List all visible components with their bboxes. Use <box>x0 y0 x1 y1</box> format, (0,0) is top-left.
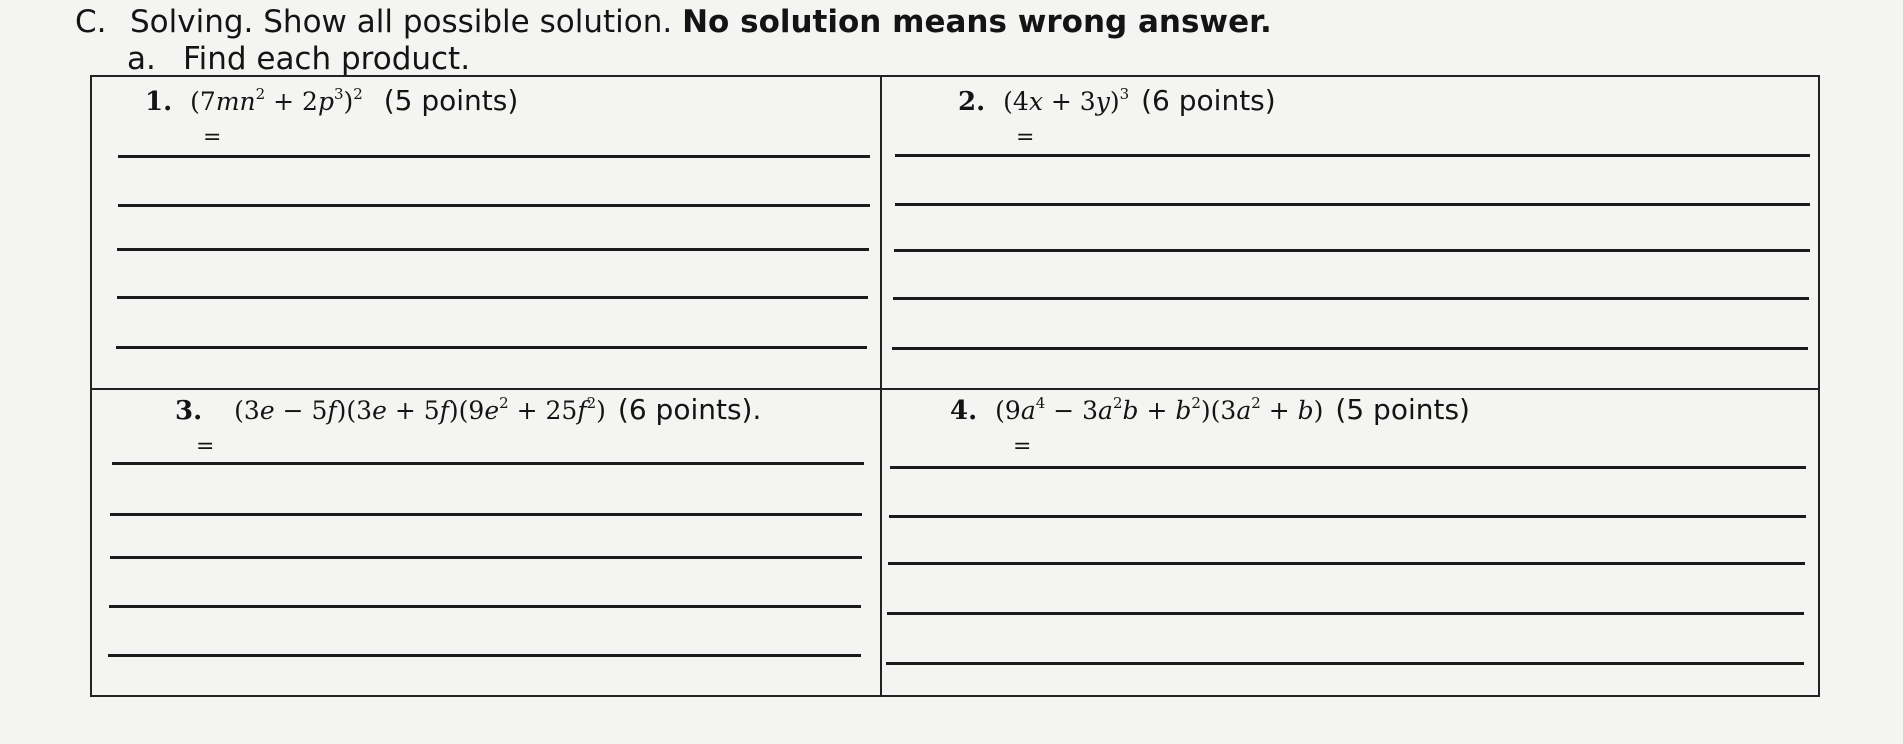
problem-3-equals: = <box>196 434 215 459</box>
subsection-text: Find each product. <box>183 41 471 77</box>
problem-2-number: 2. <box>958 87 986 117</box>
answer-line <box>886 662 1804 665</box>
answer-line <box>893 297 1809 300</box>
problem-1 <box>145 83 518 120</box>
table-row-divider <box>90 388 1820 390</box>
problem-table <box>90 75 1820 697</box>
answer-line <box>889 515 1806 518</box>
problem-4-equals: = <box>1013 434 1032 459</box>
answer-line <box>888 562 1805 565</box>
problem-4-number: 4. <box>950 396 978 426</box>
section-instruction: Solving. Show all possible solution. <box>130 4 673 40</box>
problem-4-points: (5 points) <box>1335 393 1470 426</box>
table-column-divider <box>880 75 882 697</box>
problem-1-expression: $(7mn^2 + 2p^3)^2$ <box>190 85 363 116</box>
problem-3-number: 3. <box>175 396 203 426</box>
answer-line <box>892 347 1808 350</box>
problem-2-equals: = <box>1016 125 1035 150</box>
problem-1-equals: = <box>203 125 222 150</box>
problem-1-points: (5 points) <box>383 84 519 117</box>
subsection-heading <box>127 39 470 79</box>
answer-line <box>109 605 861 608</box>
answer-line <box>895 154 1810 157</box>
problem-1-number: 1. <box>145 87 173 117</box>
answer-line <box>117 248 869 251</box>
answer-line <box>118 155 870 158</box>
section-letter: C. <box>75 4 107 40</box>
problem-2-expression: $(4x + 3y)^3$ <box>1003 85 1130 116</box>
answer-line <box>895 203 1810 206</box>
answer-line <box>890 466 1806 469</box>
problem-3-points: (6 points). <box>617 393 762 426</box>
answer-line <box>110 556 862 559</box>
section-emphasis: No solution means wrong answer. <box>682 4 1272 40</box>
answer-line <box>117 296 868 299</box>
subsection-letter: a. <box>127 41 156 77</box>
answer-line <box>108 654 861 657</box>
problem-2-points: (6 points) <box>1141 84 1276 117</box>
section-heading <box>75 2 1272 42</box>
problem-3 <box>175 392 761 429</box>
answer-line <box>118 204 870 207</box>
problem-4-expression: $(9a^4 - 3a^2b + b^2)(3a^2 + b)$ <box>995 394 1324 425</box>
answer-line <box>887 612 1804 615</box>
problem-3-expression: $(3e - 5f)(3e + 5f)(9e^2 + 25f^2)$ <box>234 394 606 425</box>
answer-line <box>110 513 862 516</box>
problem-4 <box>950 392 1470 429</box>
answer-line <box>116 346 867 349</box>
problem-2 <box>958 83 1276 120</box>
answer-line <box>112 462 864 465</box>
answer-line <box>894 249 1810 252</box>
